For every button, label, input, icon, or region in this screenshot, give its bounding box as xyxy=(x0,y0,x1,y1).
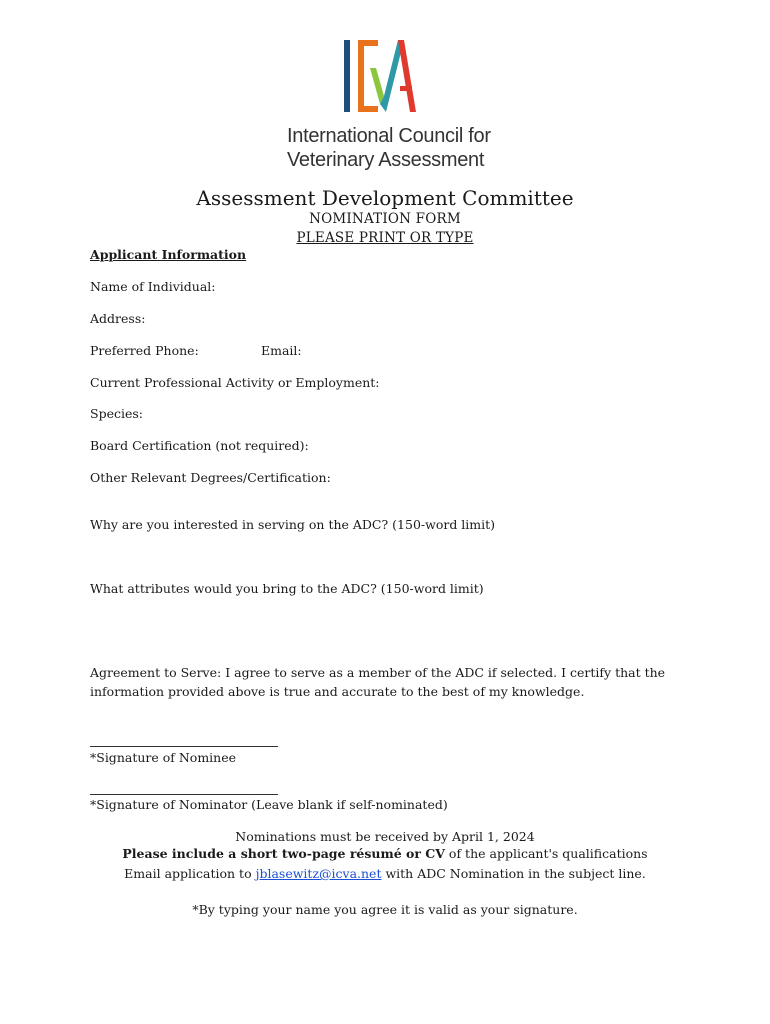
question-interest: Why are you interested in serving on the ADC? (150-word limit) xyxy=(90,517,496,532)
organization-line-2: Veterinary Assessment xyxy=(287,149,485,171)
organization-name xyxy=(287,124,491,172)
email-link[interactable]: jblasewitz@icva.net xyxy=(255,866,382,881)
degrees-field-label: Other Relevant Degrees/Certification: xyxy=(90,470,331,485)
applicant-heading: Applicant Information xyxy=(90,247,247,262)
question-attributes: What attributes would you bring to the ADC? (150-word limit) xyxy=(90,581,484,596)
form-title: Assessment Development Committee xyxy=(196,186,574,210)
nominee-signature-line[interactable] xyxy=(90,746,278,747)
print-instruction: PLEASE PRINT OR TYPE xyxy=(296,230,474,246)
resume-instruction-rest: of the applicant's qualifications xyxy=(444,846,648,861)
email-prefix: Email application to xyxy=(124,866,256,881)
name-field-label: Name of Individual: xyxy=(90,279,216,294)
nominee-signature-label: *Signature of Nominee xyxy=(90,750,237,765)
form-subtitle: NOMINATION FORM xyxy=(309,211,461,227)
organization-line-1: International Council for xyxy=(287,125,491,147)
nominator-signature-line[interactable] xyxy=(90,794,278,795)
signature-note: *By typing your name you agree it is valid as your signature. xyxy=(192,902,578,917)
email-suffix: with ADC Nomination in the subject line. xyxy=(381,866,646,881)
phone-field-label: Preferred Phone: xyxy=(90,343,199,358)
nominator-signature-label: *Signature of Nominator (Leave blank if self-nominated) xyxy=(90,797,448,812)
board-certification-label: Board Certification (not required): xyxy=(90,438,309,453)
deadline-text: Nominations must be received by April 1, 2024 xyxy=(235,829,535,844)
resume-instruction-bold: Please include a short two-page résumé or CV xyxy=(122,846,445,861)
species-field-label: Species: xyxy=(90,406,143,421)
email-instruction xyxy=(0,866,770,881)
email-field-label: Email: xyxy=(261,343,302,358)
address-field-label: Address: xyxy=(90,311,146,326)
resume-instruction xyxy=(0,846,770,861)
icva-logo xyxy=(340,38,420,114)
agreement-text: Agreement to Serve: I agree to serve as a member of the ADC if selected. I certify that the information provided above is true and accurate to the best of my knowledge. xyxy=(90,665,666,699)
activity-field-label: Current Professional Activity or Employment: xyxy=(90,375,380,390)
